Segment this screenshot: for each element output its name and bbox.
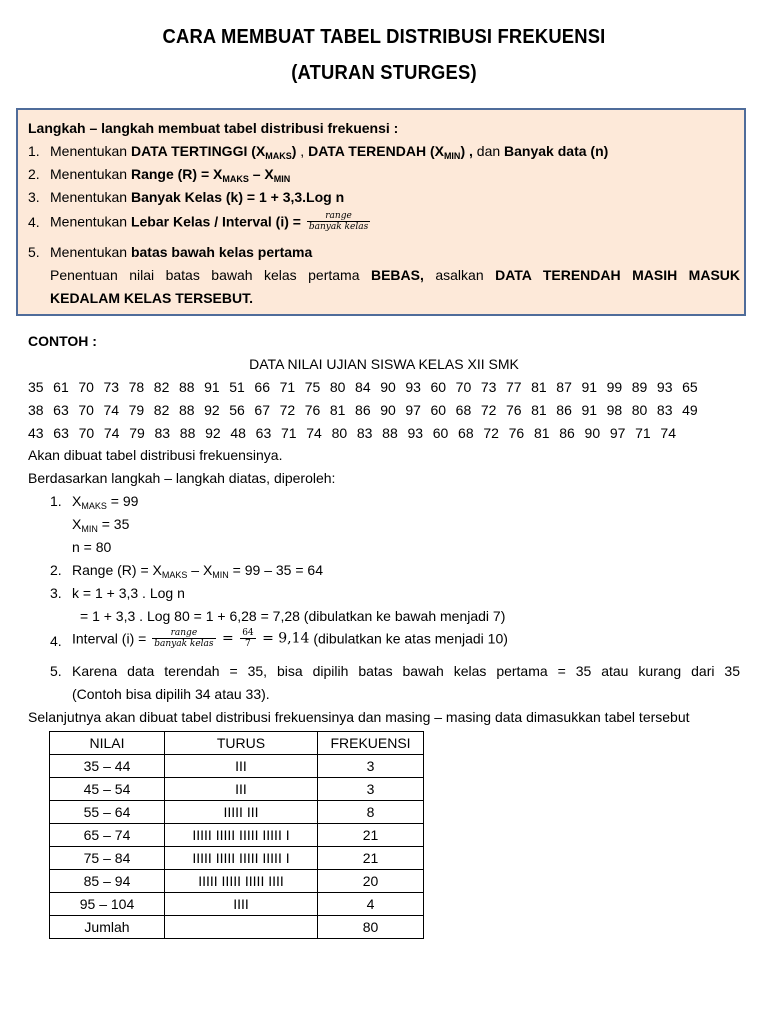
- data-value: 63: [53, 402, 69, 418]
- result-1-xmaks-val: = 99: [106, 493, 139, 509]
- data-value: 63: [255, 425, 272, 441]
- result-4-number: 4.: [50, 633, 62, 649]
- result-1-number: 1.: [50, 493, 62, 509]
- data-value: 76: [304, 402, 321, 418]
- cell-nilai: 95 – 104: [50, 893, 165, 916]
- header-nilai: NILAI: [50, 732, 165, 755]
- data-value: 71: [635, 425, 651, 441]
- result-5-line2: (Contoh bisa dipilih 34 atau 33).: [72, 686, 270, 702]
- data-value: 70: [455, 379, 472, 395]
- paragraph-1: Akan dibuat tabel distribusi frekuensinya.: [28, 447, 283, 463]
- result-1-n: n = 80: [72, 539, 112, 555]
- step-4-number: 4.: [28, 214, 40, 230]
- paragraph-2: Berdasarkan langkah – langkah diatas, diperoleh:: [28, 470, 336, 486]
- data-value: 51: [229, 379, 245, 395]
- result-2-sub1: MAKS: [161, 570, 188, 580]
- step-1-c: Banyak data (n): [504, 143, 609, 159]
- page-subtitle: (ATURAN STURGES): [291, 62, 477, 84]
- data-value: 70: [78, 402, 94, 418]
- step-5-note-pre: Penentuan nilai batas bawah kelas pertama: [50, 267, 371, 283]
- data-value: 83: [656, 402, 673, 418]
- data-value: 80: [331, 425, 348, 441]
- step-5-note-bold2: DATA TERENDAH MASIH MASUK: [495, 267, 740, 283]
- data-value: 89: [631, 379, 648, 395]
- data-value: 81: [533, 425, 550, 441]
- data-value: 63: [53, 425, 69, 441]
- data-value: 67: [254, 402, 270, 418]
- data-value: 71: [279, 379, 296, 395]
- step-1-a-sub: MAKS: [265, 151, 292, 161]
- data-value: 61: [53, 379, 69, 395]
- step-5-note-line1: [50, 266, 740, 284]
- step-2: [28, 165, 291, 184]
- step-4-fraction: [307, 211, 370, 232]
- table-row: [50, 870, 424, 893]
- step-2-number: 2.: [28, 166, 40, 182]
- cell-frekuensi: 21: [318, 824, 424, 847]
- result-1-xmaks: [72, 492, 138, 510]
- result-4-val: = 9,14: [257, 630, 310, 647]
- cell-frekuensi: 8: [318, 801, 424, 824]
- data-value: 43: [28, 425, 44, 441]
- result-1-xmin-sub: MIN: [81, 524, 98, 534]
- cell-nilai: 75 – 84: [50, 847, 165, 870]
- step-4-pre: Menentukan: [50, 213, 131, 230]
- data-value: 78: [128, 379, 145, 395]
- data-value: 56: [229, 402, 245, 418]
- cell-nilai: 45 – 54: [50, 778, 165, 801]
- result-1-xmin-x: X: [72, 516, 82, 532]
- result-4-frac-num: range: [152, 628, 215, 639]
- data-value: 60: [432, 425, 449, 441]
- step-5-a: batas bawah kelas pertama: [130, 244, 313, 260]
- data-value: 81: [531, 379, 547, 395]
- cell-frekuensi: 3: [318, 755, 424, 778]
- result-4-eq: =: [217, 630, 239, 647]
- table-row: [50, 824, 424, 847]
- data-value: 73: [103, 379, 120, 395]
- data-value: 83: [356, 425, 373, 441]
- cell-frekuensi: 20: [318, 870, 424, 893]
- step-5-note-bold1: BEBAS,: [370, 267, 424, 283]
- data-value: 87: [556, 379, 572, 395]
- data-value: 38: [28, 402, 44, 418]
- data-value: 70: [78, 379, 94, 395]
- data-title: DATA NILAI UJIAN SISWA KELAS XII SMK: [249, 356, 519, 372]
- result-5-line1: Karena data terendah = 35, bisa dipilih batas bawah kelas pertama = 35 atau kurang dari 35: [72, 663, 740, 679]
- result-4-pre: Interval (i) =: [72, 630, 151, 647]
- data-value: 72: [483, 425, 499, 441]
- cell-frekuensi: 4: [318, 893, 424, 916]
- data-value: 93: [405, 379, 421, 395]
- data-value: 49: [682, 402, 698, 418]
- cell-nilai: 85 – 94: [50, 870, 165, 893]
- data-value: 88: [178, 402, 195, 418]
- cell-jumlah-value: 80: [318, 916, 424, 939]
- data-value: 84: [355, 379, 371, 395]
- result-4-frac2-den: 7: [245, 639, 251, 649]
- step-4-a: Lebar Kelas / Interval (i) =: [130, 213, 305, 230]
- data-value: 90: [380, 379, 396, 395]
- cell-nilai: 35 – 44: [50, 755, 165, 778]
- step-2-pre: Menentukan: [50, 166, 131, 182]
- step-4-frac-num: range: [307, 211, 370, 222]
- data-value: 81: [329, 402, 346, 418]
- step-5-note-mid: asalkan: [423, 267, 496, 283]
- data-value: 98: [606, 402, 623, 418]
- header-turus: TURUS: [165, 732, 318, 755]
- table-total-row: [50, 916, 424, 939]
- data-value: 65: [682, 379, 698, 395]
- step-1-number: 1.: [28, 143, 40, 159]
- result-4-fraction-2: [240, 628, 255, 649]
- table-row: [50, 893, 424, 916]
- result-1-xmaks-x: X: [72, 493, 82, 509]
- header-frekuensi: FREKUENSI: [318, 732, 424, 755]
- result-3-number: 3.: [50, 585, 62, 601]
- table-row: [50, 801, 424, 824]
- steps-box: [16, 108, 746, 316]
- result-1-xmin-val: = 35: [97, 516, 130, 532]
- data-value: 80: [631, 402, 648, 418]
- data-value: 70: [78, 425, 95, 441]
- result-2-mid: – X: [187, 562, 213, 578]
- result-4-end: (dibulatkan ke atas menjadi 10): [309, 630, 508, 647]
- cell-turus: IIIII IIIII IIIII IIIII I: [165, 824, 318, 847]
- data-value: 91: [581, 379, 598, 395]
- step-2-a-sub: MAKS: [222, 174, 249, 184]
- result-3-formula: k = 1 + 3,3 . Log n: [72, 585, 185, 601]
- result-1-xmaks-sub: MAKS: [81, 501, 107, 511]
- data-value: 88: [178, 379, 195, 395]
- data-value: 90: [584, 425, 601, 441]
- cell-turus: III: [165, 755, 318, 778]
- result-2-pre: Range (R) = X: [72, 562, 162, 578]
- page-title: CARA MEMBUAT TABEL DISTRIBUSI FREKUENSI: [162, 26, 606, 48]
- result-4-frac-den: banyak kelas: [154, 639, 214, 649]
- result-2-end: = 99 – 35 = 64: [228, 562, 323, 578]
- table-row: [50, 778, 424, 801]
- data-value: 74: [306, 425, 322, 441]
- step-1-sep2: dan: [472, 143, 505, 159]
- step-3-pre: Menentukan: [50, 189, 131, 205]
- step-1-a: DATA TERTINGGI (X: [130, 143, 266, 159]
- table-row: [50, 847, 424, 870]
- cell-frekuensi: 3: [318, 778, 424, 801]
- cell-turus: IIIII III: [165, 801, 318, 824]
- data-value: 71: [280, 425, 297, 441]
- data-value: 60: [430, 402, 447, 418]
- data-value: 60: [430, 379, 447, 395]
- data-value: 79: [129, 425, 145, 441]
- data-value: 74: [103, 425, 120, 441]
- cell-frekuensi: 21: [318, 847, 424, 870]
- data-value: 74: [103, 402, 120, 418]
- result-2-number: 2.: [50, 562, 62, 578]
- result-4-frac2-num: 64: [242, 628, 254, 638]
- data-value: 68: [458, 425, 474, 441]
- step-3: [28, 188, 345, 206]
- data-value: 76: [508, 425, 525, 441]
- step-1-b-end: ) ,: [460, 143, 473, 159]
- data-value: 74: [660, 425, 676, 441]
- data-value: 91: [581, 402, 598, 418]
- data-value: 90: [380, 402, 396, 418]
- step-5-note-line2: KEDALAM KELAS TERSEBUT.: [50, 290, 254, 306]
- result-2-sub2: MIN: [212, 570, 229, 580]
- cell-jumlah-label: Jumlah: [50, 916, 165, 939]
- step-3-a: Banyak Kelas (k) = 1 + 3,3.Log n: [130, 189, 345, 205]
- data-value: 77: [505, 379, 522, 395]
- step-1-sep1: ,: [296, 143, 309, 159]
- result-3-calc: = 1 + 3,3 . Log 80 = 1 + 6,28 = 7,28 (dibulatkan ke bawah menjadi 7): [80, 608, 506, 624]
- data-row-2: [28, 401, 698, 419]
- data-value: 91: [204, 379, 220, 395]
- data-value: 73: [480, 379, 497, 395]
- step-4-frac-den: banyak kelas: [308, 222, 369, 232]
- data-value: 86: [355, 402, 371, 418]
- frequency-table: [49, 731, 424, 939]
- result-4-interval: [72, 628, 508, 654]
- steps-heading: Langkah – langkah membuat tabel distribusi frekuensi :: [28, 120, 399, 136]
- data-value: 68: [455, 402, 472, 418]
- data-value: 72: [480, 402, 497, 418]
- cell-turus: IIII: [165, 893, 318, 916]
- result-4-fraction: [152, 628, 215, 649]
- result-2-range: [72, 561, 323, 579]
- cell-turus: III: [165, 778, 318, 801]
- table-header-row: [50, 732, 424, 755]
- data-value: 72: [279, 402, 296, 418]
- step-2-mid: – X: [248, 166, 274, 182]
- step-5: [28, 243, 313, 261]
- data-value: 48: [230, 425, 246, 441]
- data-value: 83: [154, 425, 171, 441]
- data-row-1: [28, 378, 698, 396]
- data-value: 79: [128, 402, 145, 418]
- cell-nilai: 65 – 74: [50, 824, 165, 847]
- cell-turus: IIIII IIIII IIIII IIII: [165, 870, 318, 893]
- step-1-a-end: ): [291, 143, 297, 159]
- data-value: 93: [407, 425, 424, 441]
- data-value: 97: [405, 402, 421, 418]
- cell-nilai: 55 – 64: [50, 801, 165, 824]
- data-value: 82: [153, 402, 170, 418]
- data-value: 97: [609, 425, 626, 441]
- step-1-b-sub: MIN: [443, 151, 461, 161]
- cell-turus: [165, 916, 318, 939]
- data-value: 80: [329, 379, 346, 395]
- data-value: 99: [606, 379, 623, 395]
- step-1-pre: Menentukan: [50, 143, 131, 159]
- step-5-pre: Menentukan: [50, 244, 131, 260]
- data-row-3: [28, 424, 676, 442]
- paragraph-3: Selanjutnya akan dibuat tabel distribusi frekuensinya dan masing – masing data dimasukkan tabel tersebut: [28, 709, 690, 725]
- data-value: 88: [179, 425, 196, 441]
- result-5-number: 5.: [50, 663, 62, 679]
- step-2-a: Range (R) = X: [130, 166, 223, 182]
- data-value: 92: [204, 402, 220, 418]
- example-label: CONTOH :: [28, 333, 97, 349]
- data-value: 93: [656, 379, 673, 395]
- data-value: 92: [205, 425, 221, 441]
- data-value: 82: [153, 379, 170, 395]
- step-2-b-sub: MIN: [273, 174, 291, 184]
- step-3-number: 3.: [28, 189, 40, 205]
- cell-turus: IIIII IIIII IIIII IIIII I: [165, 847, 318, 870]
- step-1: [28, 142, 609, 161]
- step-1-b: DATA TERENDAH (X: [308, 143, 444, 159]
- data-value: 88: [382, 425, 398, 441]
- data-value: 76: [505, 402, 522, 418]
- data-value: 86: [559, 425, 575, 441]
- data-value: 66: [254, 379, 270, 395]
- result-1-xmin: [72, 515, 129, 533]
- data-value: 35: [28, 379, 44, 395]
- data-value: 86: [556, 402, 572, 418]
- step-5-number: 5.: [28, 244, 40, 260]
- data-value: 81: [531, 402, 547, 418]
- table-row: [50, 755, 424, 778]
- data-value: 75: [304, 379, 321, 395]
